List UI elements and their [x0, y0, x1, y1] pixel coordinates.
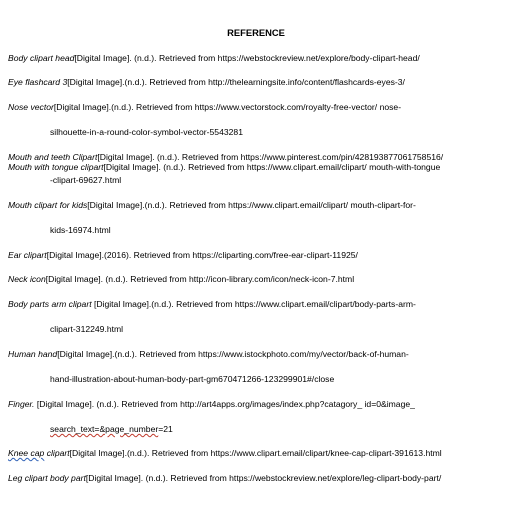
reference-entry-neck-icon [8, 274, 354, 284]
reference-entry-mouth-teeth [8, 152, 443, 162]
entry-title: Leg clipart body part [8, 473, 86, 483]
entry-title: Finger. [8, 399, 37, 409]
entry-title-flagged: Knee cap [8, 448, 45, 458]
reference-entry-continuation [50, 424, 173, 434]
reference-entry-human-hand [8, 349, 409, 359]
entry-title: Human hand [8, 349, 58, 359]
entry-citation: =21 [158, 424, 173, 434]
entry-citation: [Digital Image].(n.d.). Retrieved from https://www.vectorstock.com/royalty-free-vector/ nose- [53, 102, 402, 112]
entry-citation: [Digital Image].(n.d.). Retrieved from https://www.istockphoto.com/my/vector/back-of-human- [57, 349, 409, 359]
reference-entry-mouth-kids [8, 200, 416, 210]
reference-entry-mouth-tongue [8, 162, 440, 172]
reference-entry-continuation [50, 374, 334, 384]
reference-entry-continuation [50, 175, 121, 185]
entry-citation: silhouette-in-a-round-color-symbol-vector-5543281 [50, 127, 243, 137]
entry-citation: [Digital Image]. (n.d.). Retrieved from https://www.pinterest.com/pin/428193877061758516/ [97, 152, 444, 162]
entry-title: Body clipart head [8, 53, 75, 63]
entry-citation: [Digital Image]. (n.d.). Retrieved from http://art4apps.org/images/index.php?catagory_ id=0&image_ [36, 399, 415, 409]
entry-citation: [Digital Image].(n.d.). Retrieved from https://www.clipart.email/clipart/ mouth-clipart-for- [87, 200, 416, 210]
entry-citation: [Digital Image]. (n.d.). Retrieved from https://webstockreview.net/explore/body-clipart-head/ [74, 53, 420, 63]
reference-entry-continuation [50, 225, 111, 235]
reference-entry-body-clipart-head [8, 53, 420, 63]
entry-citation: [Digital Image]. (n.d.). Retrieved from https://www.clipart.email/clipart/ mouth-with-tongue [103, 162, 441, 172]
entry-title: Body parts arm clipart [8, 299, 94, 309]
entry-title: Mouth and teeth Clipart [8, 152, 98, 162]
reference-entry-continuation [50, 324, 123, 334]
entry-citation: clipart-312249.html [50, 324, 124, 334]
reference-entry-eye-flashcard [8, 77, 405, 87]
reference-heading: REFERENCE [227, 27, 285, 38]
entry-citation: hand-illustration-about-human-body-part-gm670471266-123299901#/close [50, 374, 335, 384]
reference-entry-nose-vector [8, 102, 401, 112]
entry-citation: [Digital Image].(2016). Retrieved from https://cliparting.com/free-ear-clipart-11925/ [46, 250, 358, 260]
entry-title: Eye flashcard 3 [8, 77, 68, 87]
entry-citation: [Digital Image].(n.d.). Retrieved from https://www.clipart.email/clipart/knee-cap-clipart-391613.html [69, 448, 442, 458]
entry-citation: [Digital Image]. (n.d.). Retrieved from https://webstockreview.net/explore/leg-clipart-body-part/ [85, 473, 442, 483]
entry-title: Ear clipart [8, 250, 47, 260]
entry-citation: [Digital Image].(n.d.). Retrieved from http://thelearningsite.info/content/flashcards-eyes-3/ [67, 77, 405, 87]
entry-citation: [Digital Image].(n.d.). Retrieved from https://www.clipart.email/clipart/body-parts-arm- [93, 299, 416, 309]
reference-entry-leg-clipart [8, 473, 441, 483]
entry-title: Neck icon [8, 274, 46, 284]
entry-title: Mouth with tongue clipart [8, 162, 104, 172]
reference-entry-finger [8, 399, 415, 409]
entry-title: Mouth clipart for kids [8, 200, 88, 210]
reference-entry-knee-cap [8, 448, 442, 458]
spellcheck-flagged-text: search_text=&page_number [50, 424, 159, 434]
entry-citation: -clipart-69627.html [50, 175, 122, 185]
entry-citation: [Digital Image]. (n.d.). Retrieved from http://icon-library.com/icon/neck-icon-7.html [45, 274, 355, 284]
entry-title: Nose vector [8, 102, 54, 112]
reference-entry-arm-clipart [8, 299, 416, 309]
entry-citation: kids-16974.html [50, 225, 111, 235]
entry-title: clipart [44, 448, 70, 458]
reference-entry-continuation [50, 127, 243, 137]
reference-entry-ear-clipart [8, 250, 358, 260]
